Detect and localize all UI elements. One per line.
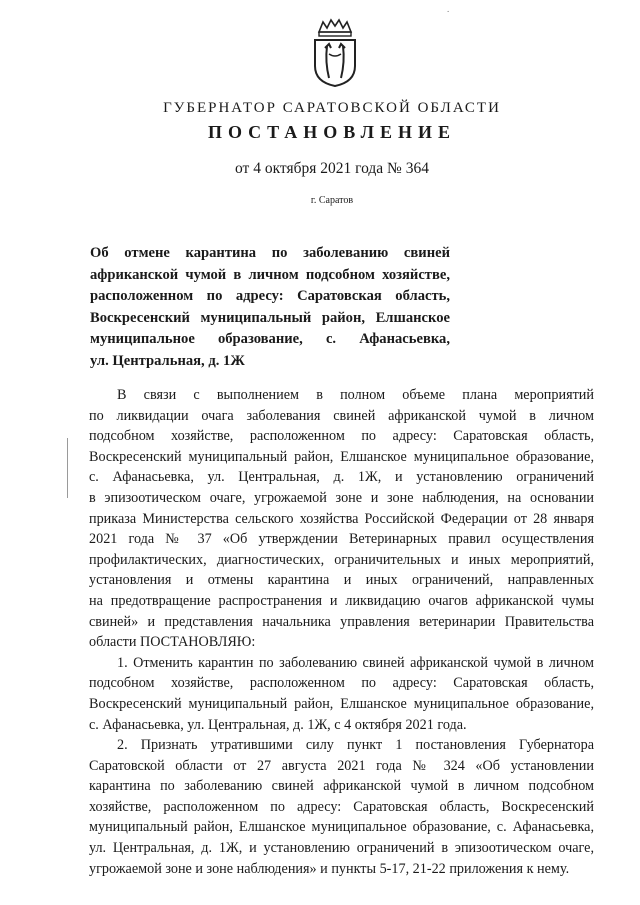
clause-1-line: с. Афанасьевка, ул. Центральная, д. 1Ж, с 4 октября 2021 года.: [89, 716, 467, 733]
clause-2-line: ул. Центральная, д. 1Ж, и установлению ограничений в эпизоотическом очаге,: [89, 840, 594, 857]
saratov-coat-of-arms-icon: [305, 18, 365, 88]
issuer-title: ГУБЕРНАТОР САРАТОВСКОЙ ОБЛАСТИ: [163, 100, 501, 116]
clause-2-line: хозяйстве, расположенном по адресу: Саратовская область, Воскресенский: [89, 798, 594, 815]
issue-city: г. Саратов: [310, 195, 354, 206]
body-line: профилактических, диагностических, ограничительных и иных мероприятий,: [89, 551, 594, 568]
title-line: ул. Центральная, д. 1Ж: [90, 352, 245, 369]
decree-date-number: от 4 октября 2021 года № 364: [235, 160, 429, 177]
body-line: с. Афанасьевка, ул. Центральная, д. 1Ж, и установлению ограничений: [89, 469, 594, 486]
title-line: муниципальное образование, с. Афанасьевка,: [90, 331, 450, 348]
clause-2-line: 2. Признать утратившими силу пункт 1 постановления Губернатора: [117, 737, 594, 754]
body-line: на предотвращение распространения и ликвидацию очагов африканской чумы: [89, 592, 594, 609]
title-line: африканской чумой в личном подсобном хозяйстве,: [90, 266, 450, 283]
decree-title: [90, 243, 450, 373]
clause-1-line: 1. Отменить карантин по заболеванию свиней африканской чумой в личном: [117, 654, 594, 671]
body-line: в эпизоотическом очаге, угрожаемой зоне и зоне наблюдения, на основании: [89, 489, 594, 506]
title-line: Воскресенский муниципальный район, Елшанское: [90, 309, 450, 326]
clause-2-line: угрожаемой зоне и зоне наблюдения» и пункты 5-17, 21-22 приложения к нему.: [89, 860, 570, 877]
clause-2-line: муниципальный район, Елшанское муниципальное образование, с. Афанасьевка,: [89, 819, 594, 836]
body-line: В связи с выполнением в полном объеме плана мероприятий: [117, 387, 594, 403]
title-line: расположенном по адресу: Саратовская область,: [90, 288, 450, 305]
body-line: по ликвидации очага заболевания свиней африканской чумой в личном: [89, 407, 594, 424]
clause-1-line: Воскресенский муниципальный район, Елшанское муниципальное образование,: [89, 695, 594, 712]
scan-mark: .: [447, 4, 450, 14]
margin-mark: [67, 438, 68, 498]
title-line: Об отмене карантина по заболеванию свиней: [90, 245, 450, 261]
clause-1-line: подсобном хозяйстве, расположенном по адресу: Саратовская область,: [89, 675, 594, 692]
document-type: ПОСТАНОВЛЕНИЕ: [207, 122, 457, 142]
clause-2-line: карантина по заболеванию свиней африканской чумой в личном подсобном: [89, 778, 594, 795]
body-line: свиней» и представления начальника управления ветеринарии Правительства: [89, 613, 594, 630]
decree-body: [89, 385, 594, 879]
body-line: области ПОСТАНОВЛЯЮ:: [89, 634, 256, 651]
body-line: подсобном хозяйстве, расположенном по адресу: Саратовская область,: [89, 428, 594, 445]
body-line: Воскресенский муниципальный район, Елшанское муниципальное образование,: [89, 448, 594, 465]
body-line: приказа Министерства сельского хозяйства Российской Федерации от 28 января: [89, 510, 594, 527]
clause-2-line: Саратовской области от 27 августа 2021 года № 324 «Об установлении: [89, 757, 594, 774]
body-line: 2021 года № 37 «Об утверждении Ветеринарных правил осуществления: [89, 531, 594, 548]
body-line: установления и отмены карантина и иных ограничений, направленных: [89, 572, 594, 589]
